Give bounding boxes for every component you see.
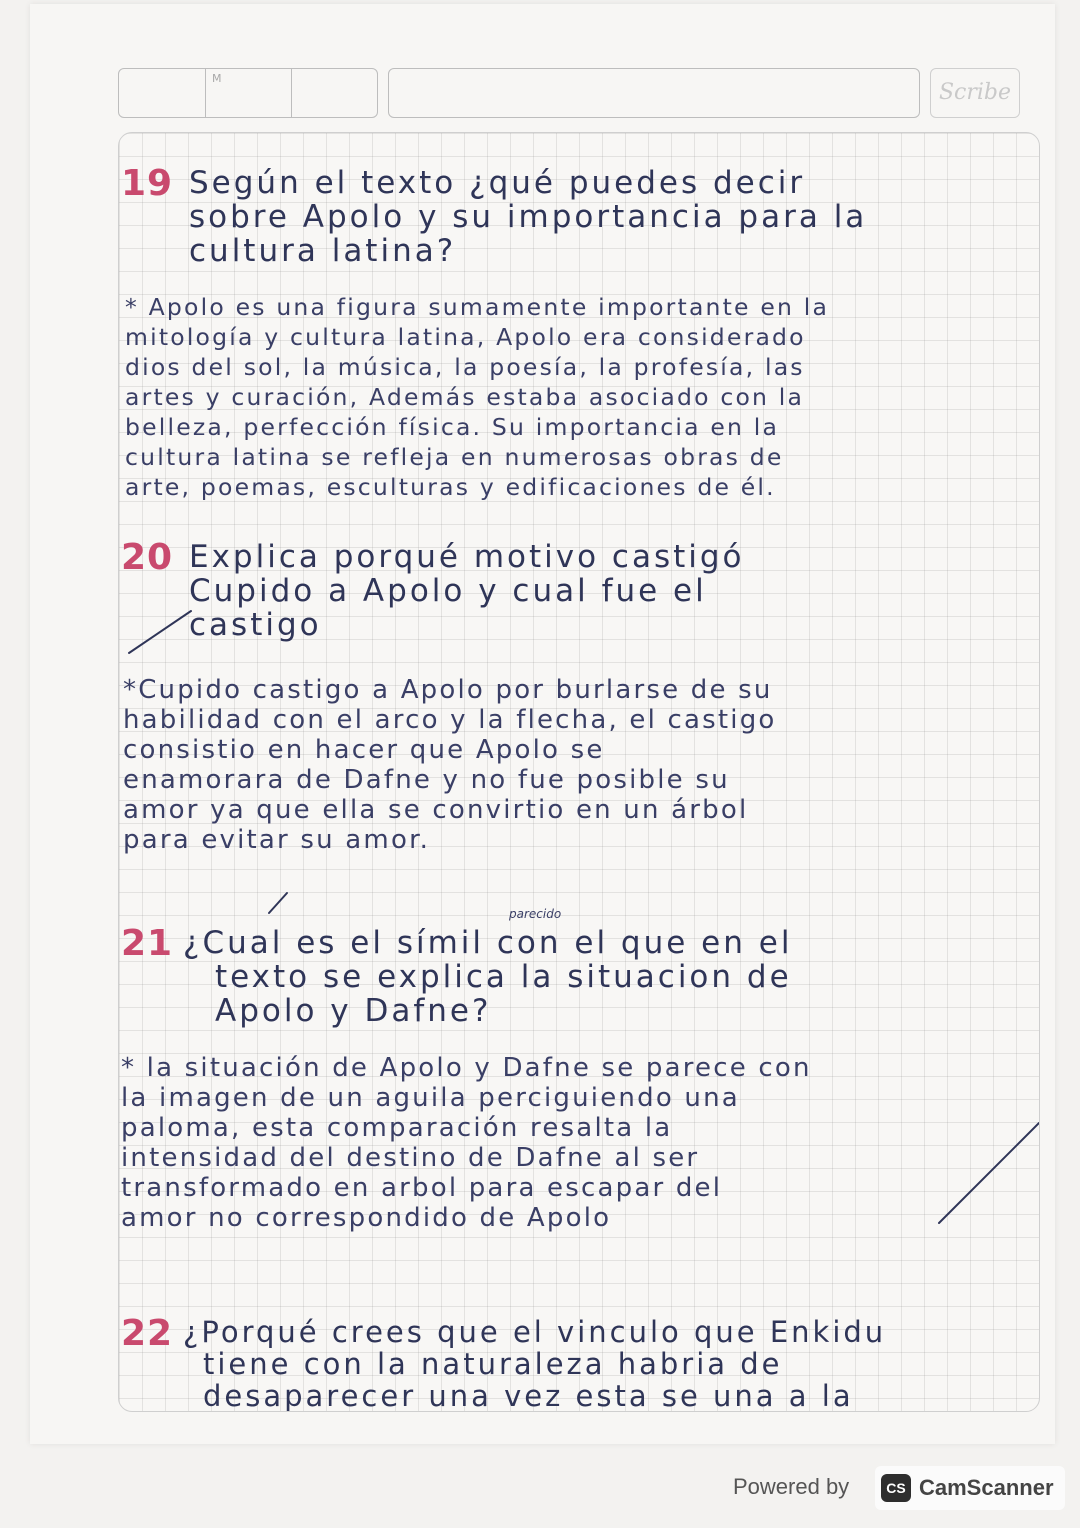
camscanner-name: CamScanner xyxy=(919,1475,1054,1500)
page-header xyxy=(118,68,1023,118)
question-line: cultura latina? xyxy=(189,233,457,269)
question-line: Apolo y Dafne? xyxy=(215,993,492,1029)
answer-line: cultura latina se refleja en numerosas obras de xyxy=(125,443,784,471)
answer-line: artes y curación, Además estaba asociado con la xyxy=(125,383,805,411)
margin-note: parecido xyxy=(509,907,562,921)
answer-line: arte, poemas, esculturas y edificaciones de él. xyxy=(125,473,776,501)
powered-by-label: Powered by xyxy=(733,1474,850,1499)
answer-line: intensidad del destino de Dafne al ser xyxy=(121,1143,700,1173)
question-line: texto se explica la situacion de xyxy=(215,959,792,995)
answer-line: transformado en arbol para escapar del xyxy=(121,1173,723,1203)
question-number: 19 xyxy=(121,163,174,204)
check-mark xyxy=(939,1123,1039,1223)
question-line: Explica porqué motivo castigó xyxy=(189,539,745,575)
answer-line: paloma, esta comparación resalta la xyxy=(121,1113,673,1143)
check-mark xyxy=(269,893,287,913)
question-line: ¿Cual es el símil con el que en el xyxy=(183,925,793,961)
grid-area xyxy=(118,132,1040,1412)
answer-line: habilidad con el arco y la flecha, el castigo xyxy=(123,705,777,735)
answer-line: consistio en hacer que Apolo se xyxy=(123,735,605,765)
camscanner-logo xyxy=(875,1466,1065,1510)
date-divider xyxy=(205,69,206,117)
question-line: castigo xyxy=(189,607,322,643)
question-number: 22 xyxy=(121,1313,174,1354)
question-line: sobre Apolo y su importancia para la xyxy=(189,199,868,235)
answer-line: para evitar su amor. xyxy=(123,825,431,855)
answer-line: mitología y cultura latina, Apolo era considerado xyxy=(125,323,806,351)
question-line: Cupido a Apolo y cual fue el xyxy=(189,573,707,609)
month-label: M xyxy=(212,72,222,85)
question-line: Según el texto ¿qué puedes decir xyxy=(189,165,806,201)
answer-line: dios del sol, la música, la poesía, la profesía, las xyxy=(125,353,805,381)
answer-line: * Apolo es una figura sumamente importante en la xyxy=(125,293,830,321)
answer-line: *Cupido castigo a Apolo por burlarse de su xyxy=(123,675,773,705)
question-line: desaparecer una vez esta se una a la xyxy=(203,1379,854,1412)
notebook-page xyxy=(30,4,1055,1444)
camscanner-icon: CS xyxy=(881,1474,911,1502)
date-box xyxy=(118,68,378,118)
answer-line: amor ya que ella se convirtio en un árbol xyxy=(123,795,749,825)
check-mark xyxy=(129,611,191,653)
question-line: ¿Porqué crees que el vinculo que Enkidu xyxy=(183,1315,887,1349)
answer-line: belleza, perfección física. Su importancia en la xyxy=(125,413,780,441)
question-line: tiene con la naturaleza habria de xyxy=(203,1347,783,1381)
answer-line: enamorara de Dafne y no fue posible su xyxy=(123,765,730,795)
question-number: 20 xyxy=(121,537,174,578)
answer-line: la imagen de un aguila perciguiendo una xyxy=(121,1083,740,1113)
question-number: 21 xyxy=(121,923,174,964)
brand-logo: Scribe xyxy=(930,68,1020,118)
answer-line: amor no correspondido de Apolo xyxy=(121,1203,612,1233)
date-divider xyxy=(291,69,292,117)
answer-line: * la situación de Apolo y Dafne se parece con xyxy=(121,1053,812,1083)
title-box xyxy=(388,68,920,118)
